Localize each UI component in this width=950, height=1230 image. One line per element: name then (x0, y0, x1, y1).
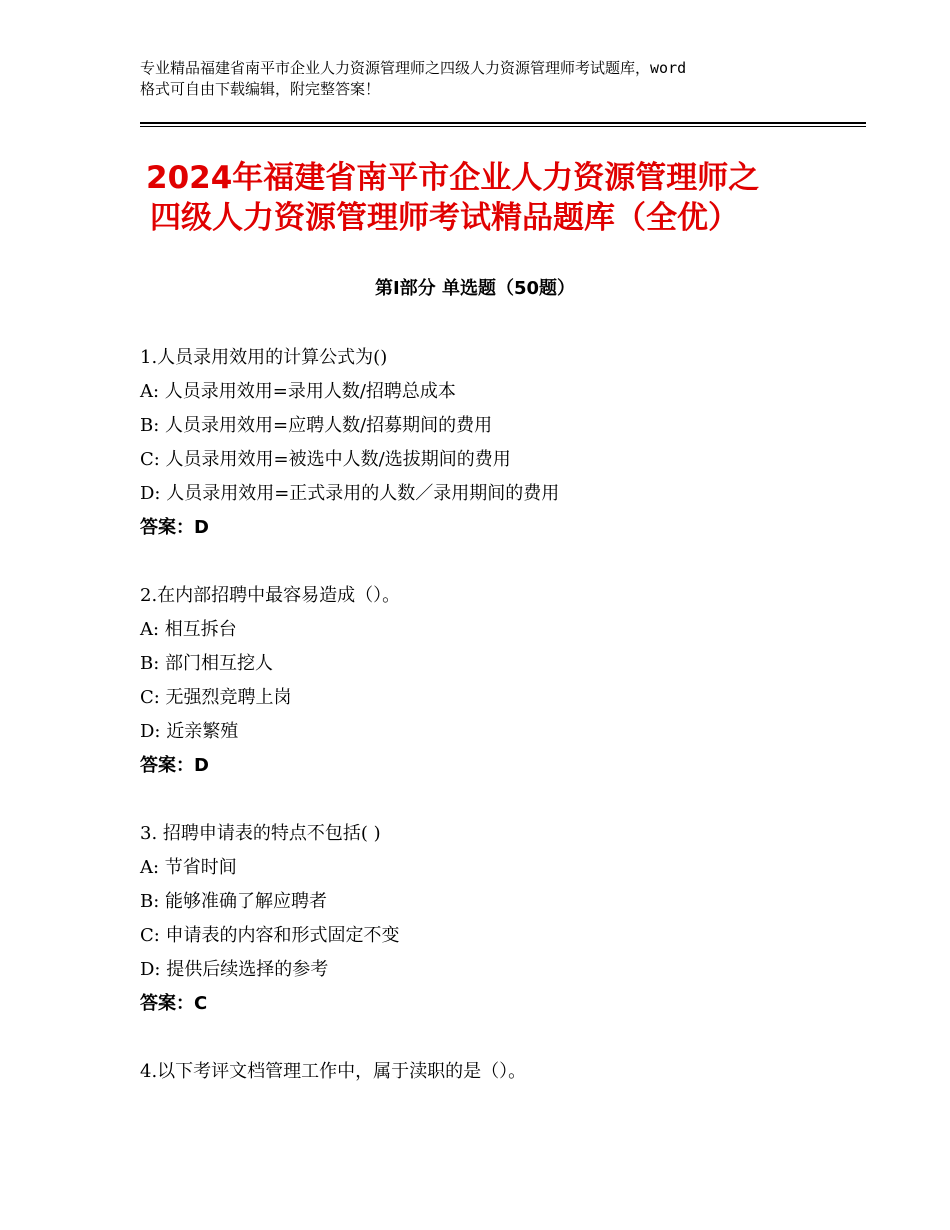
answer-line: 答案：D (140, 517, 209, 538)
option-a: A: 相互拆台 (140, 619, 237, 640)
option-a: A: 人员录用效用=录用人数/招聘总成本 (140, 381, 456, 402)
question-item (140, 1057, 860, 1091)
option-c: C: 人员录用效用=被选中人数/选拔期间的费用 (140, 449, 511, 470)
section-heading: 第Ⅰ部分 单选题（50题） (374, 278, 575, 299)
header-rule-thick (140, 122, 866, 124)
answer-line: 答案：C (140, 993, 208, 1014)
option-b: B: 人员录用效用=应聘人数/招募期间的费用 (140, 415, 493, 436)
question-item (140, 819, 860, 1023)
question-item (140, 581, 860, 785)
header-note-line-1: 专业精品福建省南平市企业人力资源管理师之四级人力资源管理师考试题库，word (140, 59, 687, 77)
header-note (140, 58, 830, 100)
option-c: C: 无强烈竞聘上岗 (140, 687, 292, 708)
option-b: B: 部门相互挖人 (140, 653, 274, 674)
question-item (140, 343, 860, 547)
option-d: D: 近亲繁殖 (140, 721, 239, 742)
header-rule-thin (140, 126, 866, 127)
question-stem: 4.以下考评文档管理工作中，属于渎职的是（）。 (140, 1061, 527, 1082)
document-title (140, 158, 840, 238)
option-d: D: 人员录用效用=正式录用的人数／录用期间的费用 (140, 483, 560, 504)
question-stem: 1.人员录用效用的计算公式为() (140, 347, 388, 368)
option-a: A: 节省时间 (140, 857, 237, 878)
document-title-line-1: 2024年福建省南平市企业人力资源管理师之 (146, 160, 760, 196)
option-c: C: 申请表的内容和形式固定不变 (140, 925, 400, 946)
question-stem: 2.在内部招聘中最容易造成（）。 (140, 585, 401, 606)
question-list (140, 343, 860, 1125)
header-note-line-2: 格式可自由下载编辑，附完整答案！ (140, 80, 381, 98)
option-b: B: 能够准确了解应聘者 (140, 891, 328, 912)
question-stem: 3. 招聘申请表的特点不包括( ) (140, 823, 381, 844)
document-title-line-2: 四级人力资源管理师考试精品题库（全优） (150, 200, 739, 236)
answer-line: 答案：D (140, 755, 209, 776)
option-d: D: 提供后续选择的参考 (140, 959, 329, 980)
